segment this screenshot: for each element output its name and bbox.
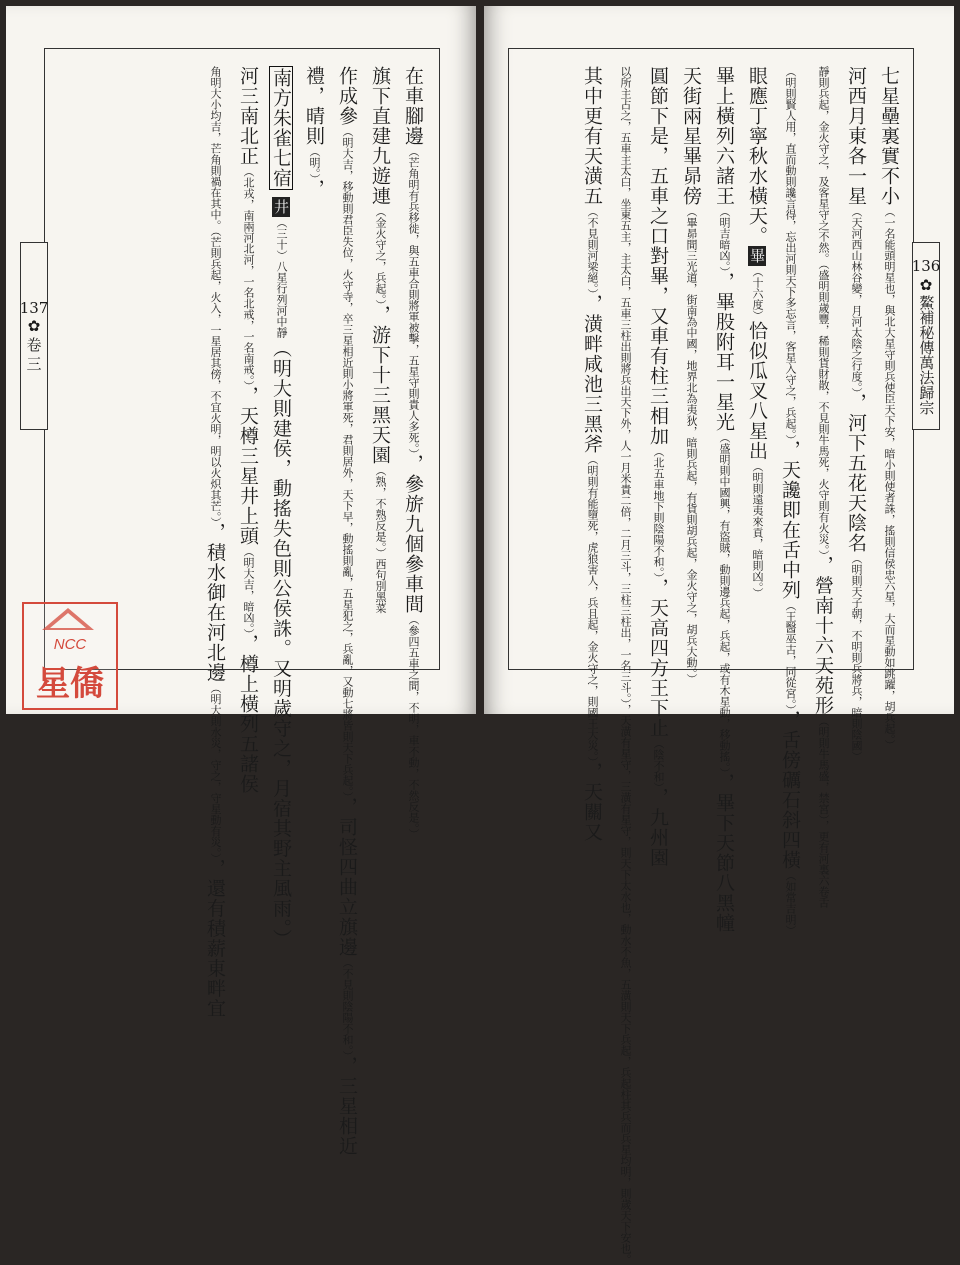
right-page xyxy=(484,6,954,1265)
publisher-stamp: NCC 星僑 xyxy=(22,602,118,710)
house-icon xyxy=(42,608,94,630)
right-page-body xyxy=(516,66,906,1265)
left-page xyxy=(6,6,476,1156)
text-column: 南方朱雀七宿 井（三十）八星行列河中靜（明大則建侯，動搖失色則公侯誅。又明歲守之，月宿其野主風雨。） xyxy=(270,68,292,949)
page-number: 137 xyxy=(19,298,49,317)
flower-icon: ✿ xyxy=(27,317,41,336)
lunar-mansion-marker: 井 xyxy=(272,199,290,216)
text-column: 天街兩星畢昴傍（畢昴間三光道，街南為中國，地界北為夷狄，暗則兵起，有貨則胡兵起，金火守之，胡兵大動。） xyxy=(680,66,702,685)
text-column: 角明大小均吉，芒角則禍在其中。（芒則兵起，火入，一星居其傍，不宜火明，明以火炽其芒。），積水御在河北邊（明大則水災，守之，守星動有災。），還有積薪東畔宜 xyxy=(204,66,226,1019)
book-title: 鰲補秘傳萬法歸宗 xyxy=(917,294,936,415)
volume-label: 卷 xyxy=(26,336,42,354)
text-column: 畢上橫列六諸王（明吉暗凶。），畢股附耳一星光（盛明則中國興，有盜賊，動則邊兵起，兵起，或有木星動，移動搖。），畢下天節八黑幢 xyxy=(713,66,735,933)
text-column: 河三南北正（北戎，南兩河北河，一名北戒，一名南戒。），天樽三星井上頭（明大吉，暗凶。），樽上橫列五諸侯 xyxy=(237,66,259,794)
volume-number: 三 xyxy=(26,354,42,373)
text-column: 圓節下是，五車之口對畢，又車有柱三相加（北五車地下則陰陽不和。），天高四方王下止（陰不和），九州園 xyxy=(647,66,669,868)
section-heading: 南方朱雀七宿 xyxy=(270,68,292,188)
text-column: 其中更有天潢五（不見則河梁絕。），潢畔咸池三黑斧（明則有能墮死，虎狼害人，兵且起，金火守之，則國王大災。），天關又 xyxy=(581,66,603,842)
text-column: 靜則兵起，金火守之，及客星守之不然。（盛明則歲豐，稀則貨財散，不見則牛馬死，火守則有火災。），營南十六天苑形（明則牛馬盛，禁宮），更有河裏六卷舌 xyxy=(812,66,834,908)
text-column: 眼應丁寧秋水橫天。畢（十六度）恰似瓜叉八星出（明則遠夷來貢，暗則凶。） xyxy=(746,66,768,599)
flower-icon: ✿ xyxy=(919,276,933,294)
text-column: 在車腳邊（芒角明有兵移徙，與五車合則將軍被擊，五星守則貴人多死。），參旂九個參車間（參四五車之間，不明，車不動，不然反是。） xyxy=(402,66,424,840)
lunar-mansion-marker: 畢 xyxy=(748,248,766,264)
text-column: 河西月東各一星（天河西山林谷變，月河太陰之行度。），河下五花天陰名（明則天子朝，不明則兵將兵，暗則陰國） xyxy=(845,66,867,762)
left-page-tab xyxy=(20,242,48,430)
right-page-tab xyxy=(912,242,940,430)
page-number: 136 xyxy=(911,257,941,276)
text-column: 以所主占之，五車主太白，坐東五主，主太白，五車三柱出則將兵出天下外，人一月米貴二倍，二月三斗，三柱三柱出，一名三斗。），天潢有星守，三潢有星守，則天下太水也，動水不魚，五潢則天下兵起，兵起柱其兵而兵星均明，則歲天下安也。 xyxy=(619,66,632,1265)
text-column: 旗下直建九遊連（金火守之，兵起。），游下十三黑天園（熟，不熟反是。）西句別黑菜 xyxy=(369,66,391,614)
text-column: 禮，晴則（明。）， xyxy=(303,66,325,199)
text-column: （明則賢人用，直而動則讒言得，忘出河則天下多忘言，客星入守之，兵起。），天讒即在舌中列（王醫巫古，同從宮。），舌傍礪石斜四橫（如常吉明） xyxy=(779,66,801,936)
text-column: 作成參（明大吉，移動則君臣失位，火守寺，卒三星相近則小將軍死，君則居外，天下早，動搖則亂，五星犯之，兵亂，又動七將皆則天下兵起。），司怪四曲立旗邊（不見則陰陽不和。），三星相近 xyxy=(336,66,358,1156)
text-column: 七星壘裏實不小（一名能頭明星也，與北大星守則兵使臣天下安，暗小則使者誅，搖則信侯忠六星，大而星動如跳躍，胡兵起。） xyxy=(878,66,900,751)
